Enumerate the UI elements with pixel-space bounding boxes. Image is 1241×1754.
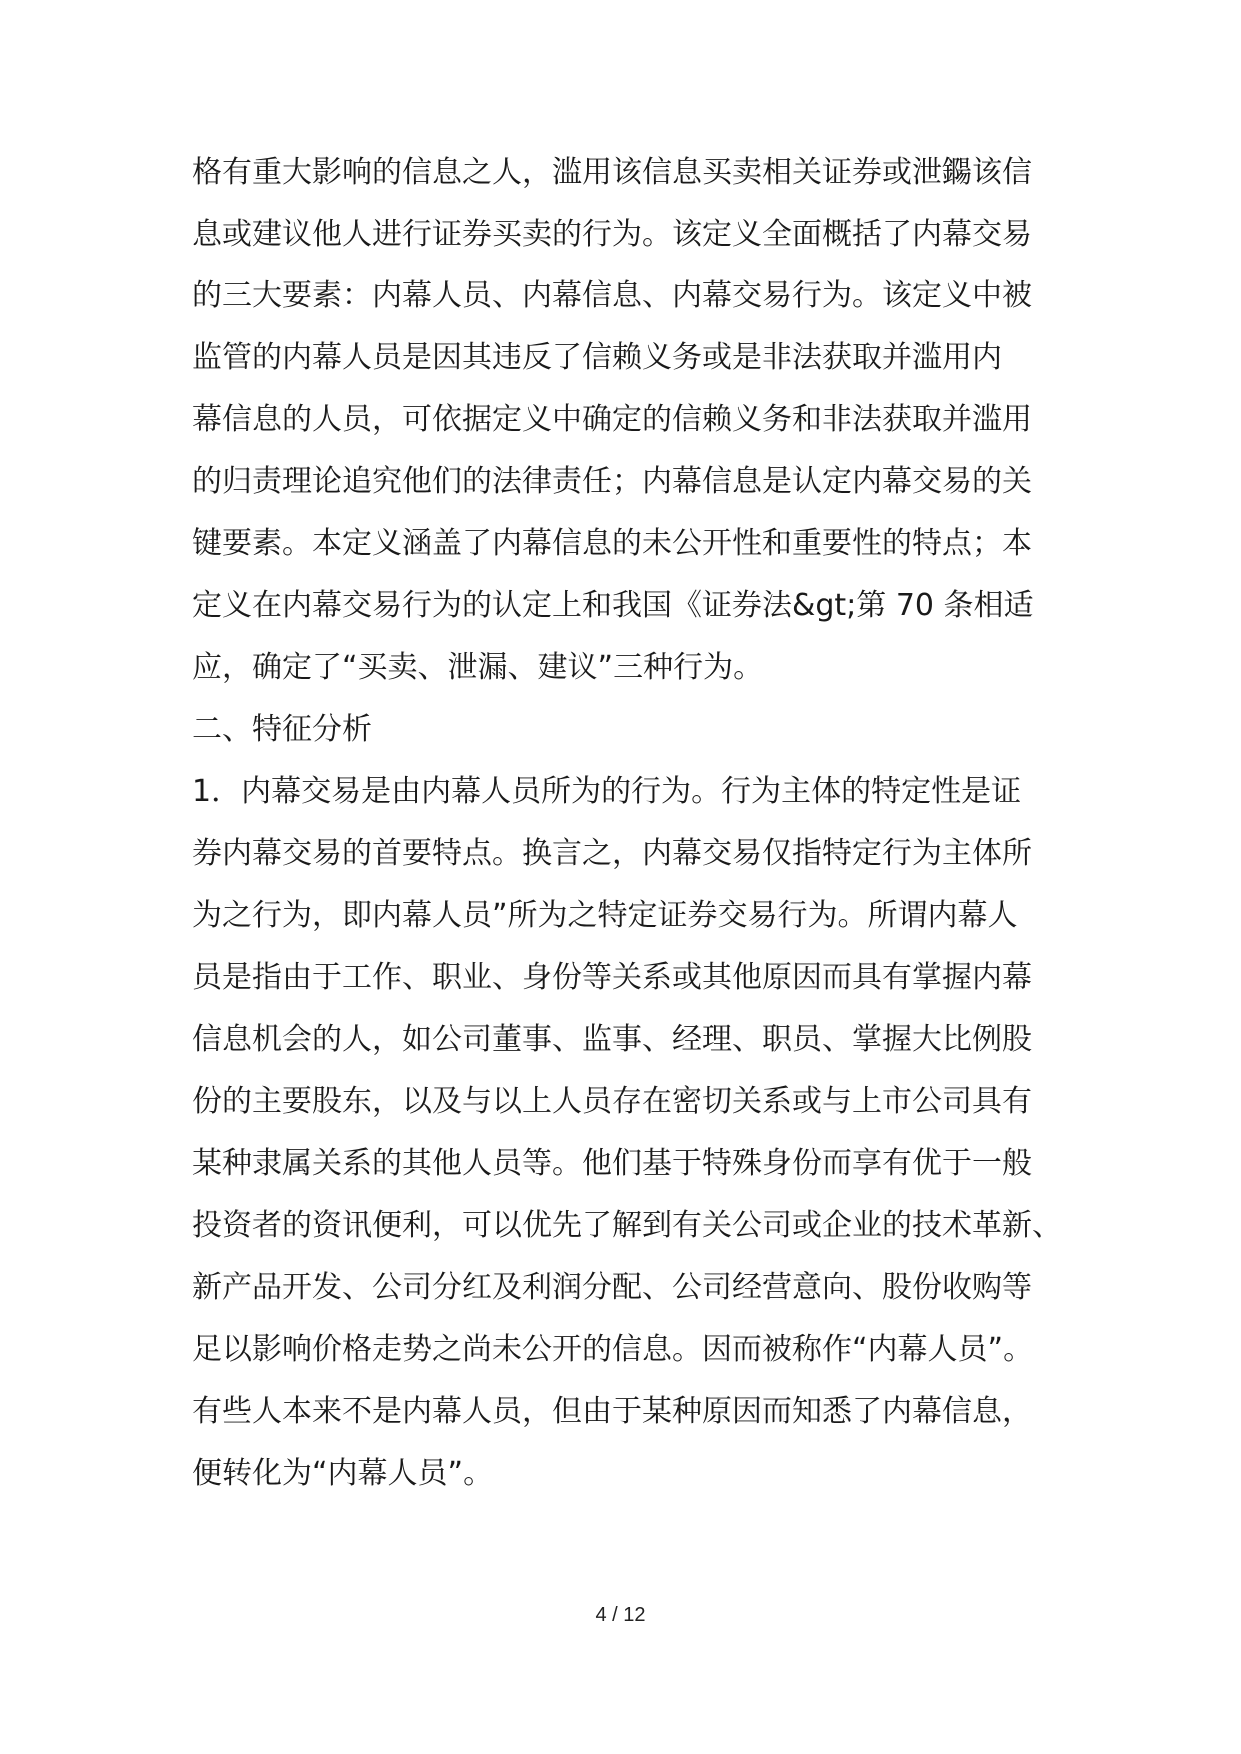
body-line-21: 有些人本来不是内幕人员，但由于某种原因而知悉了内幕信息， [192, 1394, 1032, 1429]
body-line-6: 的归责理论追究他们的法律责任；内幕信息是认定内幕交易的关 [192, 464, 1032, 499]
body-line-8: 定义在内幕交易行为的认定上和我国《证券法&gt;第 70 条相适 [192, 588, 1034, 623]
body-line-13: 为之行为，即内幕人员”所为之特定证券交易行为。所谓内幕人 [192, 898, 1018, 933]
body-line-5: 幕信息的人员，可依据定义中确定的信赖义务和非法获取并滥用 [192, 402, 1032, 437]
body-line-12: 券内幕交易的首要特点。换言之，内幕交易仅指特定行为主体所 [192, 836, 1032, 871]
body-line-15: 信息机会的人，如公司董事、监事、经理、职员、掌握大比例股 [192, 1022, 1032, 1057]
body-line-11: 1．内幕交易是由内幕人员所为的行为。行为主体的特定性是证 [192, 774, 1022, 809]
body-line-17: 某种隶属关系的其他人员等。他们基于特殊身份而享有优于一般 [192, 1146, 1032, 1181]
body-line-18: 投资者的资讯便利，可以优先了解到有关公司或企业的技术革新、 [192, 1208, 1062, 1243]
body-line-22: 便转化为“内幕人员”。 [192, 1456, 494, 1491]
body-line-9: 应，确定了“买卖、泄漏、建议”三种行为。 [192, 650, 764, 685]
body-line-1: 格有重大影响的信息之人，滥用该信息买卖相关证券或泄鐊该信 [192, 155, 1032, 190]
body-line-19: 新产品开发、公司分红及利润分配、公司经营意向、股份收购等 [192, 1270, 1032, 1305]
body-line-16: 份的主要股东，以及与以上人员存在密切关系或与上市公司具有 [192, 1084, 1032, 1119]
body-line-14: 员是指由于工作、职业、身份等关系或其他原因而具有掌握内幕 [192, 960, 1032, 995]
body-line-7: 键要素。本定义涵盖了内幕信息的未公开性和重要性的特点；本 [192, 526, 1032, 561]
body-line-3: 的三大要素：内幕人员、内幕信息、内幕交易行为。该定义中被 [192, 278, 1032, 313]
body-line-4: 监管的内幕人员是因其违反了信赖义务或是非法获取并滥用内 [192, 340, 1002, 375]
page-number: 4 / 12 [595, 1604, 646, 1626]
body-line-2: 息或建议他人进行证券买卖的行为。该定义全面概括了内幕交易 [192, 217, 1032, 252]
body-line-20: 足以影响价格走势之尚未公开的信息。因而被称作“内幕人员”。 [192, 1332, 1034, 1367]
section-heading: 二、特征分析 [192, 712, 372, 747]
